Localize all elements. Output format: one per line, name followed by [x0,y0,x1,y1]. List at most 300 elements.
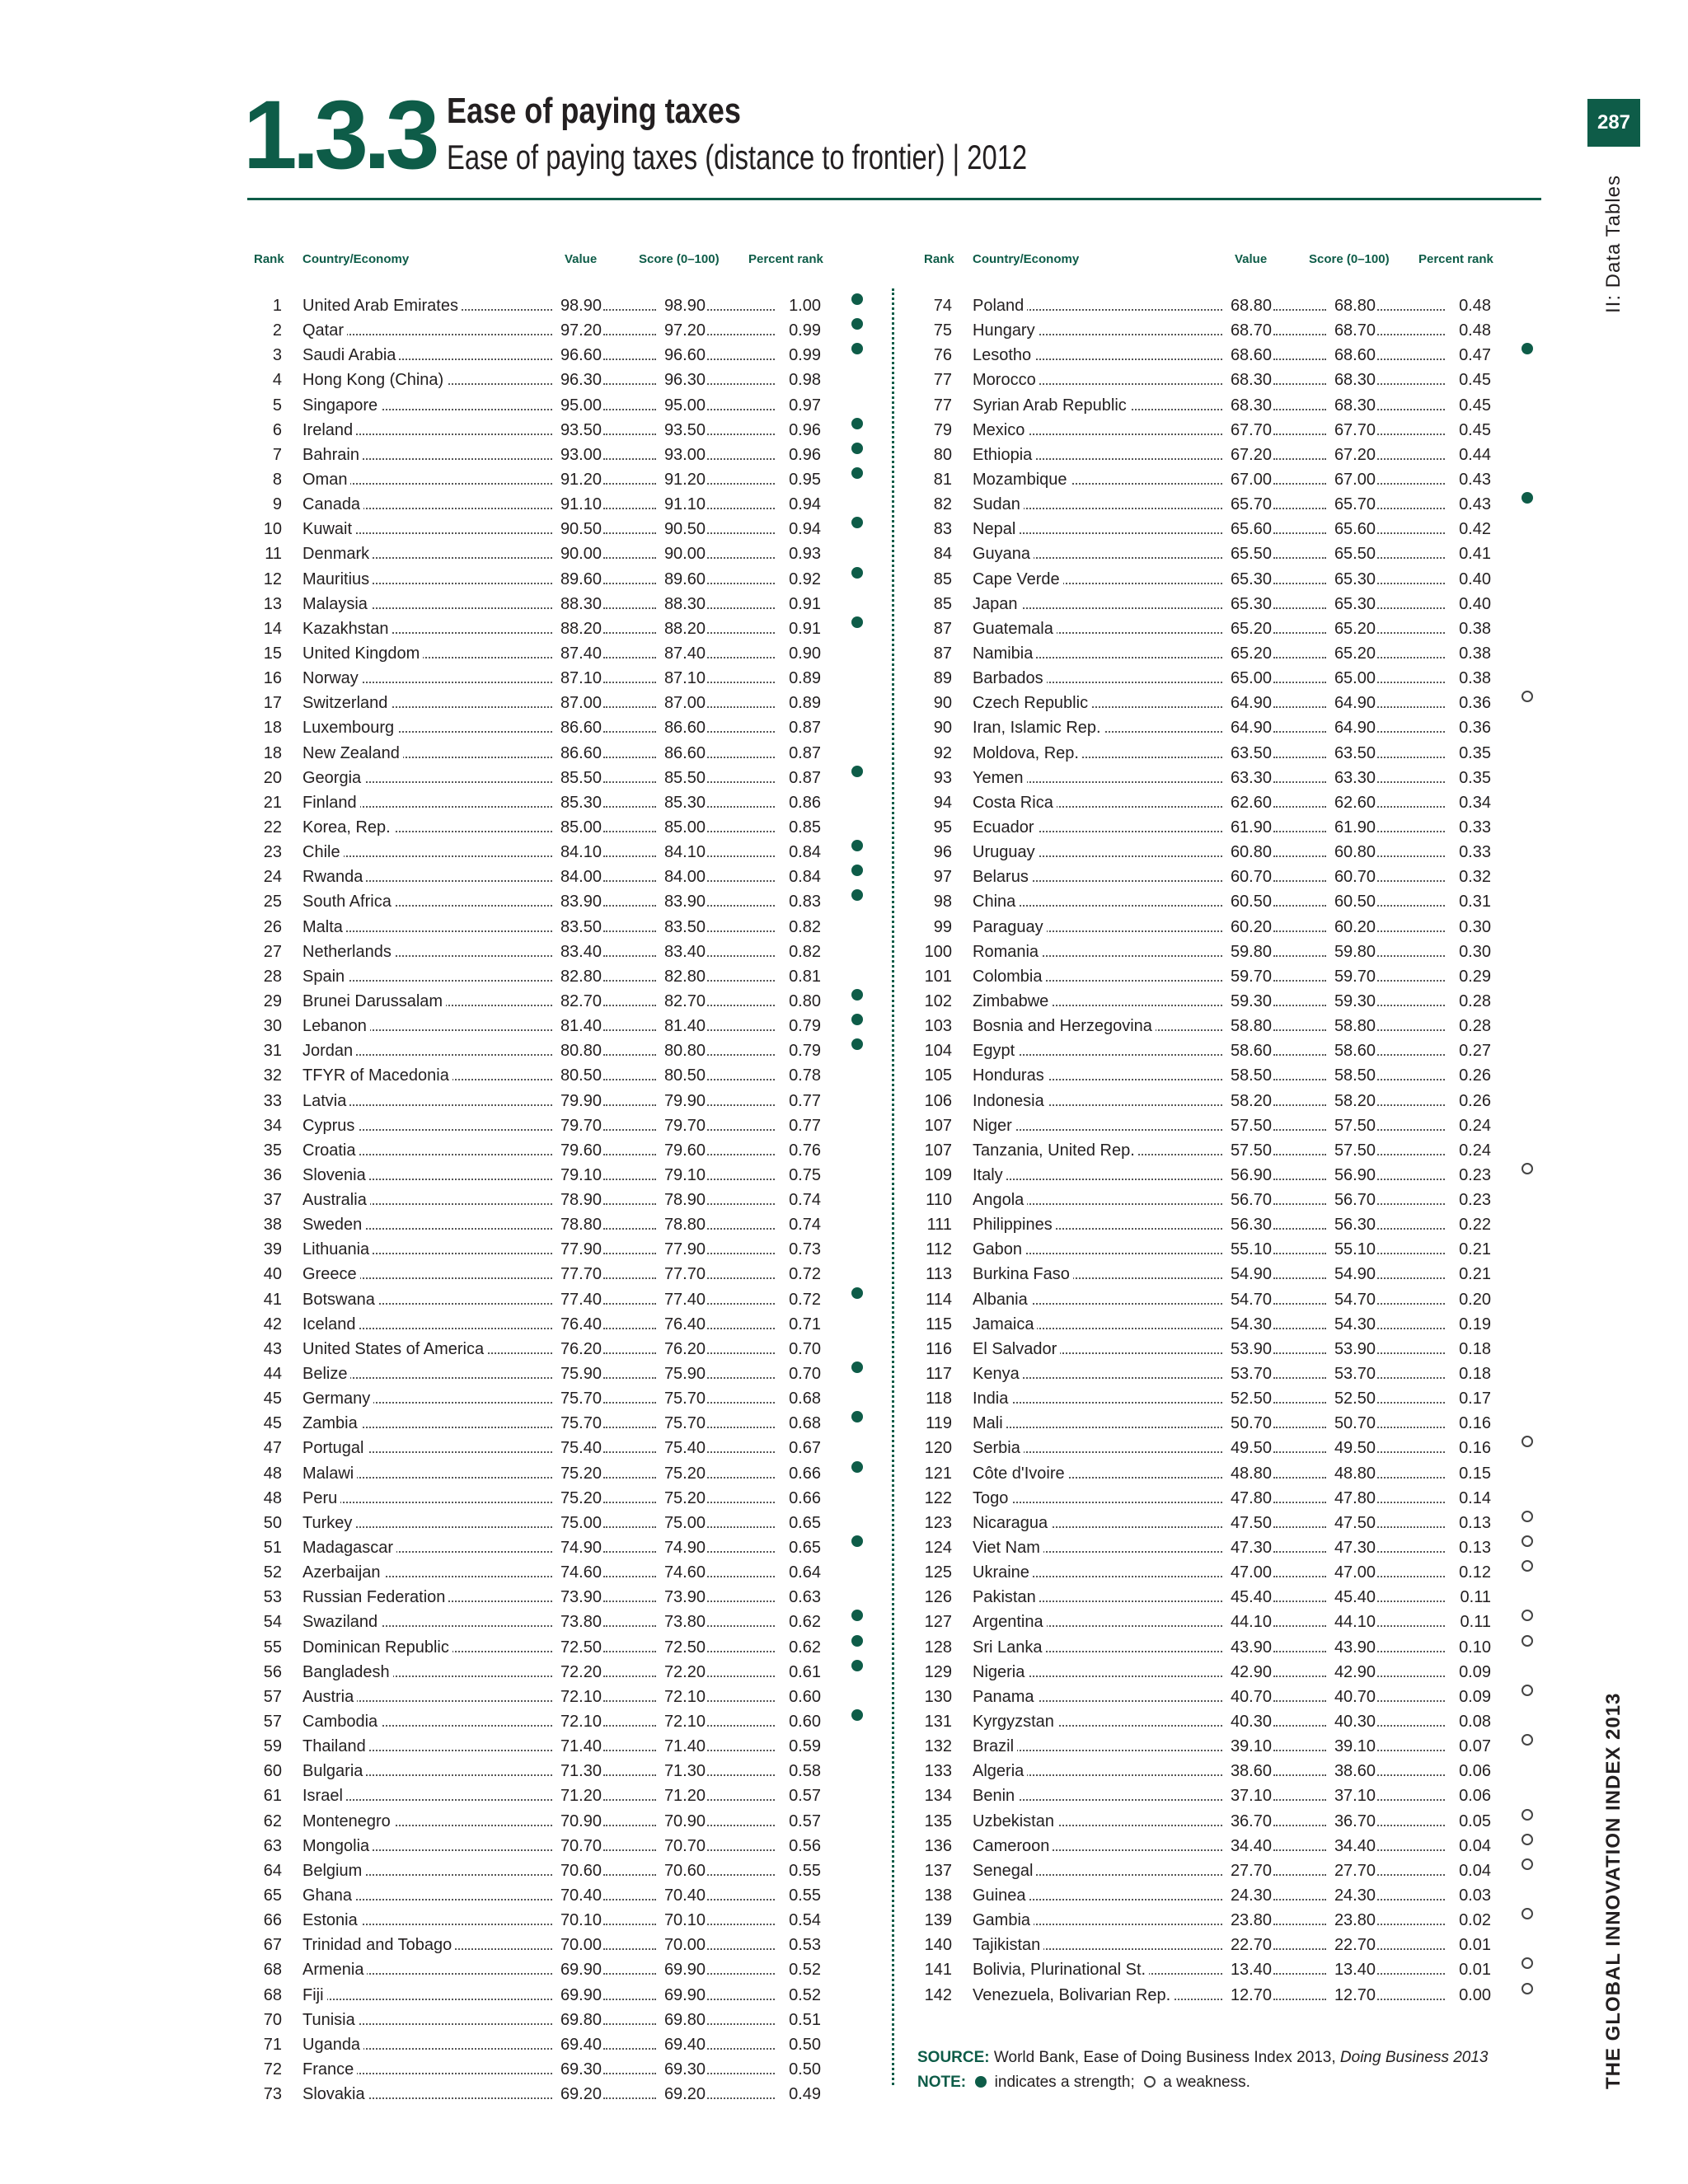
strength-dot-icon [851,467,863,479]
dot-leader [1273,607,1326,609]
dot-leader [1273,706,1326,708]
table-row [917,1337,1544,1361]
dot-leader [1273,731,1326,733]
value-cell: 60.20 [1222,915,1272,940]
table-row [247,592,874,616]
dot-leader [1377,1228,1445,1230]
score-cell: 69.90 [656,1957,706,1982]
header-country: Country/Economy [302,252,410,266]
section-number: 1.3.3 [243,81,435,190]
rank-cell: 121 [924,1464,952,1483]
percent-rank-cell: 0.07 [1445,1734,1491,1759]
rank-cell: 92 [933,743,952,762]
table-row [247,1908,874,1933]
rank-cell: 7 [272,445,282,464]
value-cell: 70.00 [552,1933,602,1957]
percent-rank-cell: 0.10 [1445,1635,1491,1660]
score-cell: 62.60 [1326,790,1376,815]
country-cell: Venezuela, Bolivarian Rep. [973,1983,1174,2008]
country-cell: Ireland [302,418,356,443]
score-cell: 47.80 [1326,1486,1376,1511]
percent-rank-cell: 0.65 [775,1511,821,1535]
dot-leader [707,1625,775,1627]
rank-cell: 120 [924,1439,952,1458]
table-row [917,741,1544,766]
value-cell: 65.20 [1222,616,1272,641]
weakness-circle-icon [1522,1809,1533,1821]
dot-leader [1273,1277,1326,1279]
dot-leader [603,508,656,509]
rank-cell: 135 [924,1811,952,1830]
rank-cell: 81 [933,470,952,489]
rank-cell: 55 [263,1638,282,1657]
rank-cell: 37 [263,1191,282,1210]
table-row [917,1386,1544,1411]
score-cell: 83.50 [656,915,706,940]
value-cell: 75.70 [552,1386,602,1411]
score-cell: 65.30 [1326,567,1376,592]
rank-cell: 116 [926,1339,952,1358]
country-cell: Honduras [973,1063,1048,1088]
table-row [917,1908,1544,1933]
table-row [917,1685,1544,1709]
country-cell: Oman [302,467,350,492]
table-row [247,1063,874,1088]
value-cell: 65.30 [1222,592,1272,616]
rank-cell: 43 [263,1339,282,1358]
percent-rank-cell: 0.76 [775,1138,821,1163]
percent-rank-cell: 0.15 [1445,1461,1491,1486]
percent-rank-cell: 0.13 [1445,1511,1491,1535]
dot-leader [603,1625,656,1627]
dot-leader [707,1377,775,1379]
rank-cell: 119 [926,1414,952,1433]
dot-leader [707,557,775,559]
country-cell: Bolivia, Plurinational St. [973,1957,1149,1982]
table-row [247,1610,874,1634]
score-cell: 60.70 [1326,865,1376,889]
country-cell: El Salvador [973,1337,1060,1361]
header-score: Score (0–100) [1309,252,1390,266]
weakness-text: a weakness. [1163,2074,1250,2091]
dot-leader [1377,1303,1445,1305]
table-row [247,1660,874,1685]
rank-cell: 51 [263,1539,282,1558]
score-cell: 65.50 [1326,541,1376,566]
value-cell: 85.50 [552,766,602,790]
dot-leader [603,1502,656,1503]
country-cell: Montenegro [302,1809,394,1834]
rank-cell: 80 [933,445,952,464]
value-cell: 79.90 [552,1089,602,1113]
table-row [917,989,1544,1014]
dot-leader [1273,1054,1326,1056]
score-cell: 76.20 [656,1337,706,1361]
table-row [247,1486,874,1511]
value-cell: 65.70 [1222,492,1272,517]
percent-rank-cell: 0.48 [1445,318,1491,343]
dot-leader [603,1675,656,1677]
percent-rank-cell: 0.94 [775,492,821,517]
strength-dot-icon [851,1610,863,1621]
dot-leader [603,1899,656,1900]
value-cell: 87.00 [552,691,602,715]
dot-leader [1377,434,1445,435]
rank-cell: 109 [924,1165,952,1184]
dot-leader [1377,1849,1445,1851]
strength-dot-icon [851,418,863,429]
weakness-circle-icon [1522,1957,1533,1969]
table-row [247,1212,874,1237]
country-cell: Dominican Republic [302,1635,452,1660]
dot-leader [603,583,656,584]
dot-leader [1377,1526,1445,1528]
dot-leader [603,1526,656,1528]
score-cell: 54.90 [1326,1262,1376,1286]
percent-rank-cell: 0.06 [1445,1783,1491,1808]
percent-rank-cell: 0.47 [1445,343,1491,368]
country-cell: Canada [302,492,363,517]
percent-rank-cell: 0.35 [1445,766,1491,790]
strength-dot-icon [851,616,863,628]
score-cell: 24.30 [1326,1883,1376,1908]
dot-leader [603,1277,656,1279]
dot-leader [1377,731,1445,733]
score-cell: 85.30 [656,790,706,815]
country-cell: Mauritius [302,567,373,592]
percent-rank-cell: 0.34 [1445,790,1491,815]
score-cell: 71.20 [656,1783,706,1808]
country-cell: Uganda [302,2032,363,2057]
score-cell: 90.50 [656,517,706,541]
country-cell: Singapore [302,393,381,418]
table-row [247,616,874,641]
dot-leader [707,1451,775,1453]
score-cell: 58.60 [1326,1038,1376,1063]
score-cell: 70.00 [656,1933,706,1957]
percent-rank-cell: 0.62 [775,1635,821,1660]
percent-rank-cell: 0.82 [775,940,821,964]
country-cell: Pakistan [973,1585,1039,1610]
country-cell: Yemen [973,766,1027,790]
country-cell: Slovenia [302,1163,369,1188]
table-row [247,989,874,1014]
dot-leader [707,632,775,634]
rank-cell: 23 [263,843,282,862]
value-cell: 69.80 [552,2008,602,2032]
score-cell: 56.90 [1326,1163,1376,1188]
percent-rank-cell: 0.06 [1445,1759,1491,1783]
score-cell: 72.10 [656,1709,706,1734]
dot-leader [603,1973,656,1975]
score-cell: 76.40 [656,1312,706,1337]
table-row [917,840,1544,865]
country-cell: Malawi [302,1461,357,1486]
percent-rank-cell: 0.60 [775,1709,821,1734]
value-cell: 47.30 [1222,1535,1272,1560]
dot-leader [603,855,656,857]
country-cell: Russian Federation [302,1585,448,1610]
percent-rank-cell: 0.93 [775,541,821,566]
table-row [247,741,874,766]
percent-rank-cell: 0.21 [1445,1262,1491,1286]
page-subtitle: Ease of paying taxes (distance to frontier) | 2012 [447,138,1028,176]
rank-cell: 42 [263,1315,282,1333]
score-cell: 60.80 [1326,840,1376,865]
dot-leader [1273,1377,1326,1379]
rank-cell: 123 [924,1513,952,1532]
score-cell: 49.50 [1326,1436,1376,1460]
header-value: Value [565,252,598,266]
strength-dot-icon [851,443,863,454]
score-cell: 80.80 [656,1038,706,1063]
score-cell: 42.90 [1326,1660,1376,1685]
table-row [247,1585,874,1610]
score-cell: 44.10 [1326,1610,1376,1634]
dot-leader [603,1948,656,1950]
percent-rank-cell: 0.45 [1445,368,1491,392]
table-row [917,541,1544,566]
rank-cell: 137 [924,1861,952,1880]
table-row [917,815,1544,840]
dot-leader [707,905,775,907]
value-cell: 86.60 [552,741,602,766]
country-cell: Malta [302,915,346,940]
value-cell: 69.90 [552,1957,602,1982]
dot-leader [1377,1477,1445,1479]
dot-leader [707,1601,775,1602]
country-cell: China [973,889,1019,914]
table-row [917,1113,1544,1138]
percent-rank-cell: 0.84 [775,865,821,889]
table-row [917,1585,1544,1610]
table-row [917,1858,1544,1883]
value-cell: 59.70 [1222,964,1272,989]
dot-leader [1377,309,1445,311]
country-cell: Austria [302,1685,357,1709]
value-cell: 54.30 [1222,1312,1272,1337]
value-cell: 57.50 [1222,1113,1272,1138]
table-row [917,1461,1544,1486]
side-label: II: Data Tables [1602,175,1625,313]
value-cell: 65.50 [1222,541,1272,566]
country-cell: United Arab Emirates [302,293,462,318]
dot-leader [1377,1402,1445,1404]
country-cell: Namibia [973,641,1036,666]
table-row [247,815,874,840]
country-cell: Zambia [302,1411,361,1436]
percent-rank-cell: 0.89 [775,691,821,715]
country-cell: Mongolia [302,1834,373,1858]
country-cell: Burkina Faso [973,1262,1073,1286]
value-cell: 43.90 [1222,1635,1272,1660]
dot-leader [1377,657,1445,658]
rank-cell: 93 [933,768,952,787]
table-row [247,1809,874,1834]
strength-dot-icon [851,1635,863,1647]
country-cell: Costa Rica [973,790,1057,815]
dot-leader [1377,1750,1445,1751]
dot-leader [707,1675,775,1677]
country-cell: South Africa [302,889,395,914]
table-header [247,252,874,277]
country-cell: Gabon [973,1237,1025,1262]
table-row [247,1734,874,1759]
country-cell: Zimbabwe [973,989,1052,1014]
value-cell: 60.70 [1222,865,1272,889]
country-cell: Syrian Arab Republic [973,393,1130,418]
country-cell: Togo [973,1486,1011,1511]
rank-cell: 118 [926,1390,952,1408]
dot-leader [603,1303,656,1305]
rank-cell: 103 [924,1017,952,1036]
country-cell: Cameroon [973,1834,1053,1858]
value-cell: 79.10 [552,1163,602,1188]
table-row [247,666,874,691]
value-cell: 63.30 [1222,766,1272,790]
rank-cell: 142 [924,1985,952,2004]
score-cell: 83.90 [656,889,706,914]
rank-cell: 111 [926,1216,952,1235]
dot-leader [1273,1352,1326,1354]
value-cell: 58.50 [1222,1063,1272,1088]
dot-leader [1273,1129,1326,1131]
dot-leader [707,831,775,832]
country-cell: Hungary [973,318,1039,343]
country-cell: Lebanon [302,1014,370,1038]
rank-cell: 87 [933,644,952,663]
dot-leader [973,1179,1222,1180]
score-cell: 82.70 [656,989,706,1014]
score-cell: 84.10 [656,840,706,865]
score-cell: 34.40 [1326,1834,1376,1858]
percent-rank-cell: 0.38 [1445,616,1491,641]
dot-leader [707,1526,775,1528]
rank-cell: 99 [933,917,952,936]
country-cell: Sudan [973,492,1024,517]
score-cell: 75.00 [656,1511,706,1535]
table-row [917,1486,1544,1511]
country-cell: Peru [302,1486,340,1511]
table-row [917,964,1544,989]
table-row [247,2032,874,2057]
value-cell: 73.80 [552,1610,602,1634]
dot-leader [603,1079,656,1080]
rank-cell: 34 [263,1116,282,1135]
dot-leader [1377,1700,1445,1702]
percent-rank-cell: 0.40 [1445,567,1491,592]
percent-rank-cell: 0.04 [1445,1834,1491,1858]
table-row [247,1635,874,1660]
notes [917,2046,1489,2095]
percent-rank-cell: 0.70 [775,1337,821,1361]
country-cell: Mali [973,1411,1006,1436]
rank-cell: 57 [263,1687,282,1706]
dot-leader [603,1402,656,1404]
score-cell: 63.30 [1326,766,1376,790]
score-cell: 27.70 [1326,1858,1376,1883]
dot-leader [1273,1551,1326,1553]
note-label: NOTE: [917,2074,967,2091]
percent-rank-cell: 0.04 [1445,1858,1491,1883]
country-cell: Brazil [973,1734,1017,1759]
dot-leader [1273,1825,1326,1826]
source-line [917,2046,1489,2070]
strength-dot-icon [851,1461,863,1473]
dot-leader [1273,1601,1326,1602]
dot-leader [707,1750,775,1751]
country-cell: Spain [302,964,348,989]
score-cell: 69.80 [656,2008,706,2032]
dot-leader [1273,1750,1326,1751]
dot-leader [1377,359,1445,360]
rank-cell: 41 [263,1290,282,1309]
score-cell: 69.30 [656,2057,706,2082]
country-cell: Iceland [302,1312,359,1337]
weakness-circle-icon [1522,1535,1533,1547]
dot-leader [302,1999,552,2000]
rank-cell: 87 [933,619,952,638]
value-cell: 85.00 [552,815,602,840]
strength-dot-icon [851,989,863,1001]
table-row [247,1560,874,1585]
percent-rank-cell: 0.31 [1445,889,1491,914]
score-cell: 95.00 [656,393,706,418]
percent-rank-cell: 0.49 [775,2082,821,2107]
rank-cell: 100 [924,942,952,961]
country-cell: Slovakia [302,2082,368,2107]
dot-leader [1273,905,1326,907]
score-cell: 57.50 [1326,1113,1376,1138]
value-cell: 56.30 [1222,1212,1272,1237]
page-title: Ease of paying taxes [447,91,741,131]
table-row [247,1983,874,2008]
dot-leader [603,1451,656,1453]
dot-leader [603,706,656,708]
dot-leader [707,607,775,609]
score-cell: 69.90 [656,1983,706,2008]
value-cell: 56.70 [1222,1188,1272,1212]
dot-leader [1377,1999,1445,2000]
weakness-circle-icon [1522,1908,1533,1919]
value-cell: 79.60 [552,1138,602,1163]
score-cell: 50.70 [1326,1411,1376,1436]
country-cell: Fiji [302,1983,327,2008]
strength-dot-icon [1522,492,1533,504]
country-cell: Indonesia [973,1089,1048,1113]
dot-leader [1273,434,1326,435]
dot-leader [603,607,656,609]
dot-leader [1377,1377,1445,1379]
percent-rank-cell: 0.89 [775,666,821,691]
table-row [247,2057,874,2082]
score-cell: 69.20 [656,2082,706,2107]
table-row [917,1312,1544,1337]
value-cell: 75.20 [552,1486,602,1511]
percent-rank-cell: 0.14 [1445,1486,1491,1511]
dot-leader [1377,1253,1445,1254]
table-row [247,1361,874,1386]
percent-rank-cell: 0.79 [775,1038,821,1063]
score-cell: 68.70 [1326,318,1376,343]
dot-leader [1273,383,1326,385]
table-row [917,1237,1544,1262]
dot-leader [707,1303,775,1305]
percent-rank-cell: 0.36 [1445,715,1491,740]
dot-leader [603,2073,656,2074]
country-cell: Senegal [973,1858,1036,1883]
rank-cell: 96 [933,843,952,862]
